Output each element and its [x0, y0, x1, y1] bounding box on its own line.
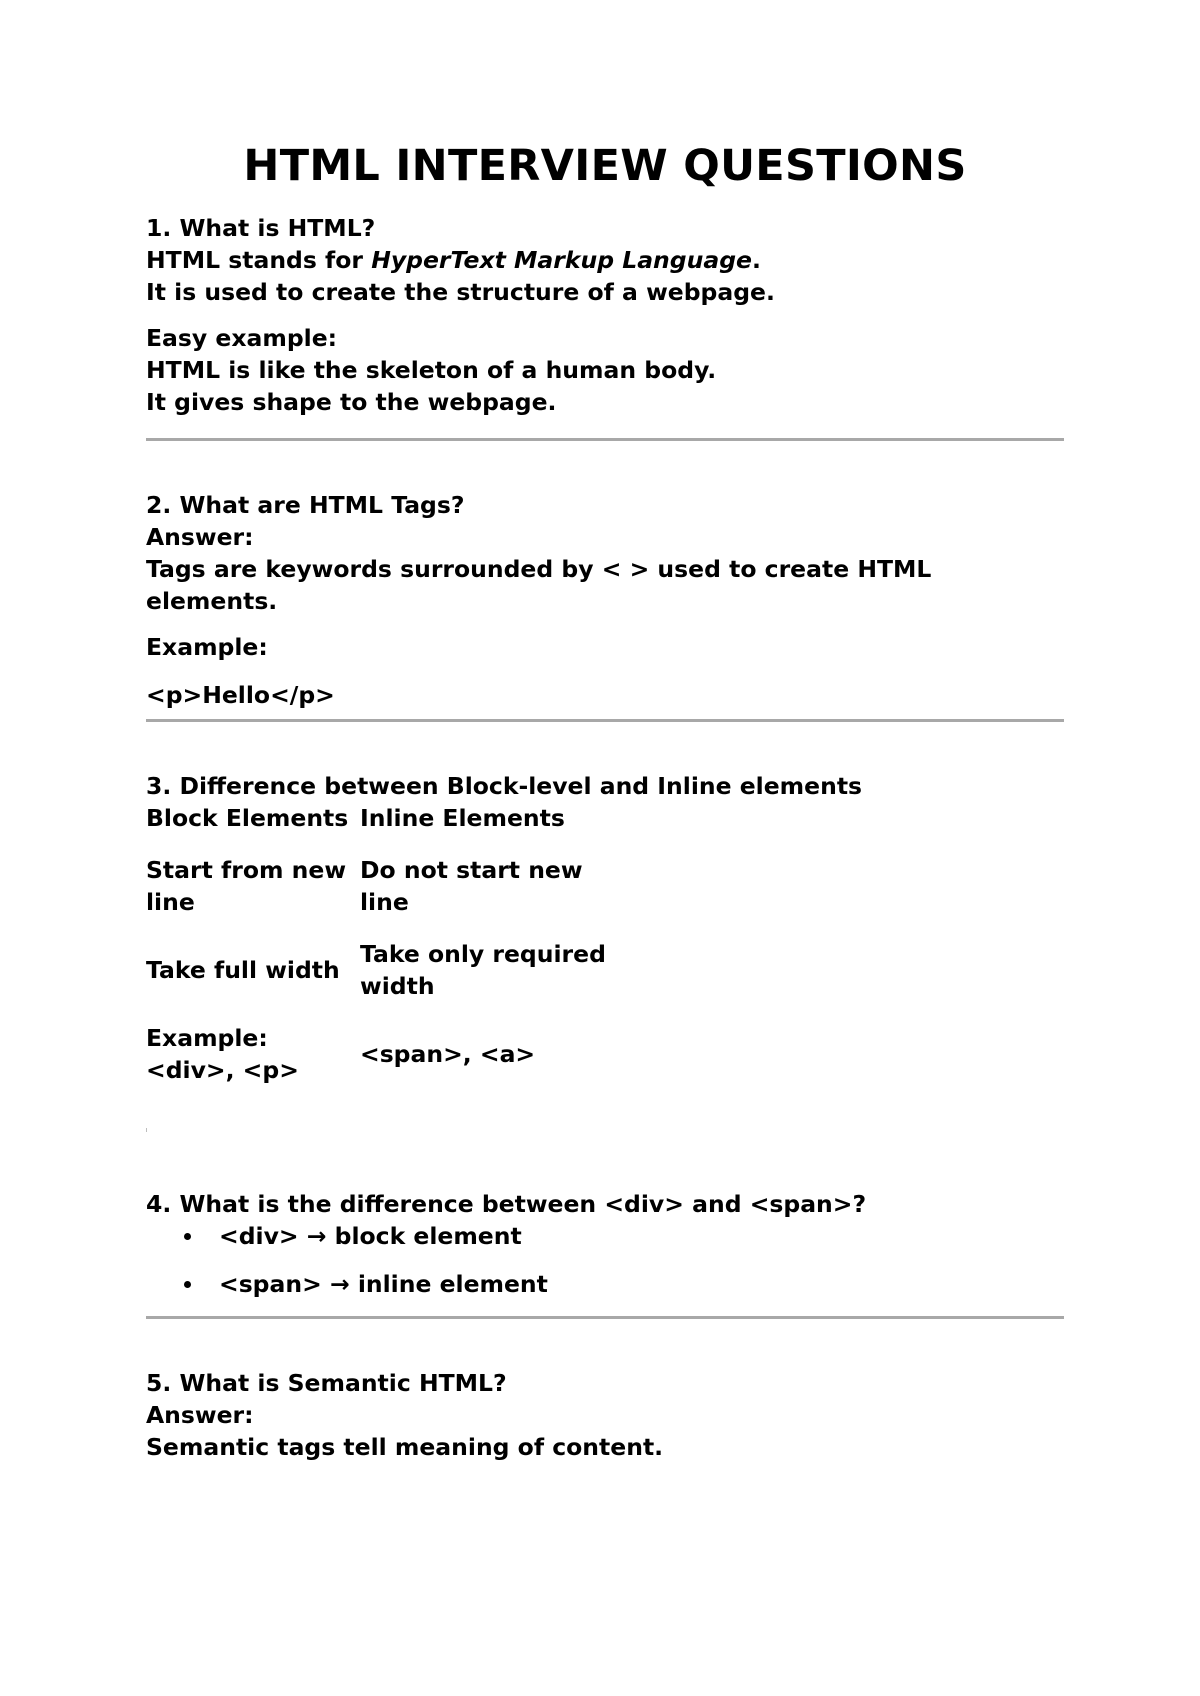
question-2-heading: 2. What are HTML Tags? [146, 491, 465, 519]
document-content [146, 140, 1064, 1463]
list-item [146, 1268, 1064, 1300]
bullet-icon [184, 1233, 191, 1240]
question-4-heading: 4. What is the difference between <div> and <span>? [146, 1190, 867, 1218]
question-4 [146, 1188, 1064, 1300]
table-row [146, 1022, 620, 1106]
table-cell: Start from new line [146, 856, 347, 916]
question-5-answer-label: Answer: [146, 1401, 254, 1429]
question-1-purpose: It is used to create the structure of a webpage. [146, 278, 775, 306]
table-cell: Do not start new line [360, 856, 583, 916]
question-2-answer-text: Tags are keywords surrounded by < > used to create HTML elements. [146, 555, 932, 615]
table-header-row [146, 802, 620, 854]
table-cell: Take only required width [360, 940, 606, 1000]
question-3-heading: 3. Difference between Block-level and Inline elements [146, 772, 863, 800]
comparison-table [146, 802, 620, 1106]
question-2 [146, 489, 1064, 711]
definition-suffix: . [751, 246, 761, 274]
table-row [146, 854, 620, 938]
table-header-cell: Inline Elements [360, 804, 565, 832]
table-cell: <span>, <a> [360, 1040, 536, 1068]
bullet-icon [184, 1281, 191, 1288]
question-2-answer-label: Answer: [146, 523, 254, 551]
question-1-heading: 1. What is HTML? [146, 214, 376, 242]
definition-italic-term: HyperText Markup Language [371, 246, 752, 274]
question-5 [146, 1367, 1064, 1463]
question-1-example-line-1: HTML is like the skeleton of a human body. [146, 356, 717, 384]
section-divider [146, 719, 1064, 722]
question-1-definition [146, 244, 1064, 276]
section-divider [146, 438, 1064, 441]
question-1-example-line-2: It gives shape to the webpage. [146, 388, 557, 416]
question-3 [146, 770, 1064, 1132]
definition-prefix: HTML stands for [146, 246, 372, 274]
question-5-heading: 5. What is Semantic HTML? [146, 1369, 507, 1397]
list-item-text: <div> → block element [219, 1222, 522, 1250]
table-header-cell: Block Elements [146, 804, 349, 832]
table-cell: Example: <div>, <p> [146, 1024, 299, 1084]
list-item-text: <span> → inline element [219, 1270, 548, 1298]
table-row [146, 938, 620, 1022]
list-item [146, 1220, 1064, 1252]
stray-mark [146, 1128, 147, 1132]
question-2-example-code: <p>Hello</p> [146, 681, 335, 709]
question-2-example-label: Example: [146, 633, 268, 661]
bullet-list [146, 1220, 1064, 1300]
question-1-example-label: Easy example: [146, 324, 338, 352]
question-1 [146, 212, 1064, 418]
table-cell: Take full width [146, 956, 340, 984]
section-divider [146, 1316, 1064, 1319]
question-5-answer-text: Semantic tags tell meaning of content. [146, 1433, 664, 1461]
page-title: HTML INTERVIEW QUESTIONS [243, 141, 967, 191]
